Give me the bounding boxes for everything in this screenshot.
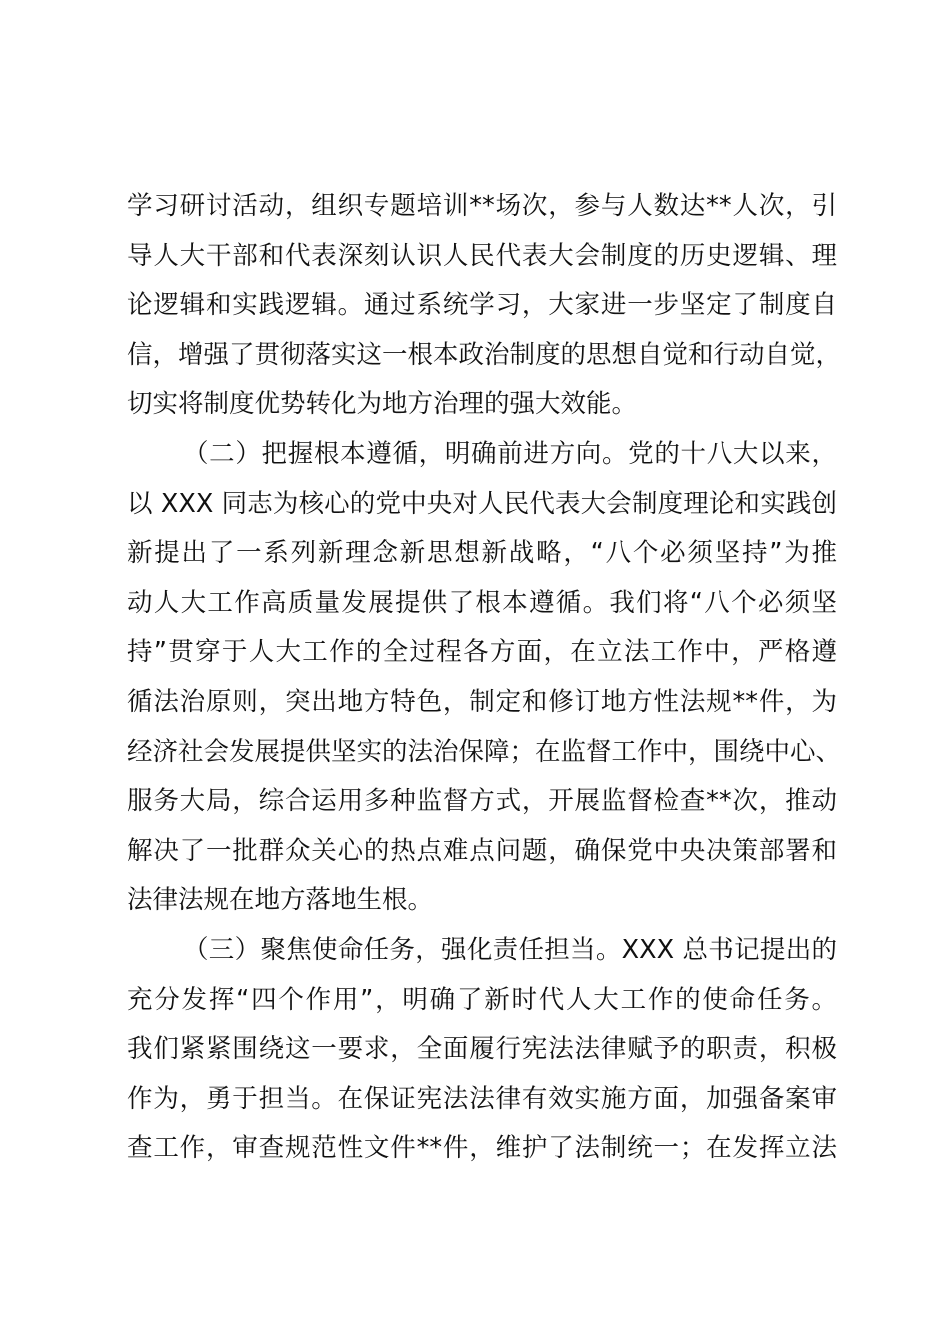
text-line-1: 学习研讨活动，组织专题培训**场次，参与人数达**人次，引 (127, 191, 837, 221)
document-body (127, 182, 842, 1174)
text-line-19: 作为，勇于担当。在保证宪法法律有效实施方面，加强备案审 (127, 1083, 837, 1114)
text-line-11: 循法治原则，突出地方特色，制定和修订地方性法规**件，为 (127, 686, 837, 717)
text-line-18: 我们紧紧围绕这一要求，全面履行宪法法律赋予的职责，积极 (127, 1034, 837, 1065)
text-line-7: 以 XXX 同志为核心的党中央对人民代表大会制度理论和实践创 (127, 488, 837, 519)
text-line-15: 法律法规在地方落地生根。 (127, 885, 434, 916)
text-line-20: 查工作，审查规范性文件**件，维护了法制统一；在发挥立法 (127, 1133, 837, 1164)
text-line-3: 论逻辑和实践逻辑。通过系统学习，大家进一步坚定了制度自 (127, 290, 837, 321)
text-line-13: 服务大局，综合运用多种监督方式，开展监督检查**次，推动 (127, 786, 837, 817)
text-line-5: 切实将制度优势转化为地方治理的强大效能。 (127, 389, 638, 420)
text-line-12: 经济社会发展提供坚实的法治保障；在监督工作中，围绕中心、 (127, 736, 842, 767)
text-line-9: 动人大工作高质量发展提供了根本遵循。我们将“八个必须坚 (127, 587, 837, 618)
text-line-17: 充分发挥“四个作用”，明确了新时代人大工作的使命任务。 (127, 984, 837, 1015)
text-line-4: 信，增强了贯彻落实这一根本政治制度的思想自觉和行动自觉， (127, 339, 842, 370)
text-line-14: 解决了一批群众关心的热点难点问题，确保党中央决策部署和 (127, 835, 837, 866)
text-line-10: 持”贯穿于人大工作的全过程各方面，在立法工作中，严格遵 (127, 637, 837, 668)
text-line-8: 新提出了一系列新理念新思想新战略，“八个必须坚持”为推 (127, 538, 837, 569)
text-line-6: （二）把握根本遵循，明确前进方向。党的十八大以来， (183, 438, 837, 469)
text-line-2: 导人大干部和代表深刻认识人民代表大会制度的历史逻辑、理 (127, 240, 837, 271)
text-line-16: （三）聚焦使命任务，强化责任担当。XXX 总书记提出的 (183, 934, 837, 965)
